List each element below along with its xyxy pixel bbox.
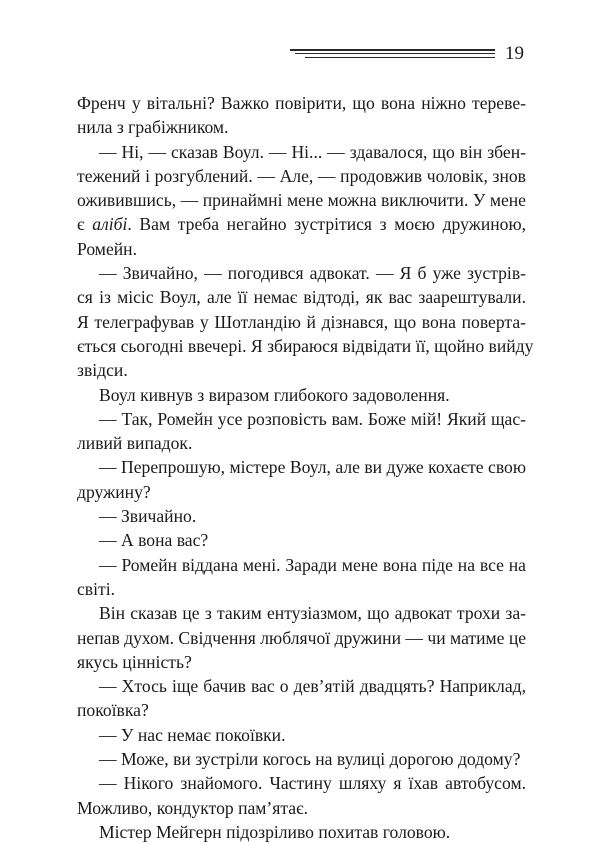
text-line: — Звичайно.	[99, 506, 197, 527]
text-line: якусь цінність?	[77, 651, 192, 672]
text-line: — Нікого знайомого. Частину шляху я їхав автобусом.	[99, 773, 526, 794]
text-line: — Ні, — сказав Воул. — Ні... — здавалося, що він збен-	[99, 141, 526, 162]
text-line: — Може, ви зустріли когось на вулиці дорогою додому?	[99, 749, 521, 770]
paragraph	[77, 383, 526, 407]
text-line: — Звичайно, — погодився адвокат. — Я б уже зустрів-	[99, 263, 526, 284]
text-line: Можливо, кондуктор пам’ятає.	[77, 797, 309, 818]
text-line: — Перепрошую, містере Воул, але ви дуже кохаєте свою	[99, 457, 526, 478]
text-line: — Так, Ромейн усе розповість вам. Боже мій! Який щас-	[99, 408, 526, 429]
header-decorative-rules	[290, 49, 495, 63]
text-line: Він сказав це з таким ентузіазмом, що адвокат трохи за-	[99, 603, 526, 624]
paragraph	[77, 528, 526, 552]
paragraph	[77, 747, 526, 771]
body-text	[77, 91, 534, 844]
text-line: покоївка?	[77, 700, 149, 721]
text-line: тежений і розгублений. — Але, — продовжив чоловік, знов	[77, 165, 526, 186]
text-line: світі.	[77, 578, 115, 599]
text-line: ливий випадок.	[77, 433, 193, 454]
text-line: непав духом. Свідчення люблячої дружини — чи матиме це	[77, 627, 527, 648]
paragraph	[77, 91, 526, 140]
text-line: Воул кивнув з виразом глибокого задоволення.	[99, 384, 450, 405]
text-line: — А вона вас?	[99, 530, 209, 551]
paragraph	[77, 723, 526, 747]
text-line: дружину?	[77, 481, 151, 502]
paragraph	[77, 455, 526, 504]
page-number: 19	[505, 43, 524, 64]
text-line	[77, 212, 526, 236]
text-fragment: є	[77, 214, 93, 235]
paragraph	[77, 674, 526, 723]
paragraph	[77, 601, 526, 674]
text-line: — У нас немає покоївки.	[99, 724, 286, 745]
paragraph	[77, 261, 534, 382]
text-line: нила з грабіжником.	[77, 117, 229, 138]
paragraph	[77, 820, 526, 844]
text-line: Містер Мейгерн підозріливо похитав головою.	[99, 821, 451, 842]
text-line: Ромейн.	[77, 238, 137, 259]
paragraph	[77, 140, 526, 261]
text-line: оживившись, — принаймні мене можна виключити. У мене	[77, 190, 526, 211]
text-line: ється сьогодні ввечері. Я збираюся відвідати її, щойно вийду	[77, 335, 534, 356]
header-rule	[290, 49, 495, 51]
text-line: Френч у вітальні? Важко повірити, що вона ніжно тереве-	[77, 93, 526, 113]
paragraph	[77, 771, 526, 820]
text-line: — Хтось іще бачив вас о дев’ятій двадцять? Наприклад,	[99, 676, 526, 697]
paragraph	[77, 504, 526, 528]
header-rule	[305, 57, 495, 58]
text-fragment: . Вам треба негайно зустрітися з моєю дружиною,	[127, 214, 527, 235]
paragraph	[77, 553, 526, 602]
italic-word-alibi: алібі	[92, 214, 128, 235]
text-line: ся із місіс Воул, але її немає відтоді, як вас заарештували.	[77, 287, 526, 308]
text-line: — Ромейн віддана мені. Заради мене вона піде на все на	[99, 554, 526, 575]
paragraph	[77, 407, 526, 456]
text-line: Я телеграфував у Шотландію й дізнався, що вона поверта-	[77, 311, 526, 332]
text-line: звідси.	[77, 360, 128, 381]
header-rule	[295, 53, 495, 54]
